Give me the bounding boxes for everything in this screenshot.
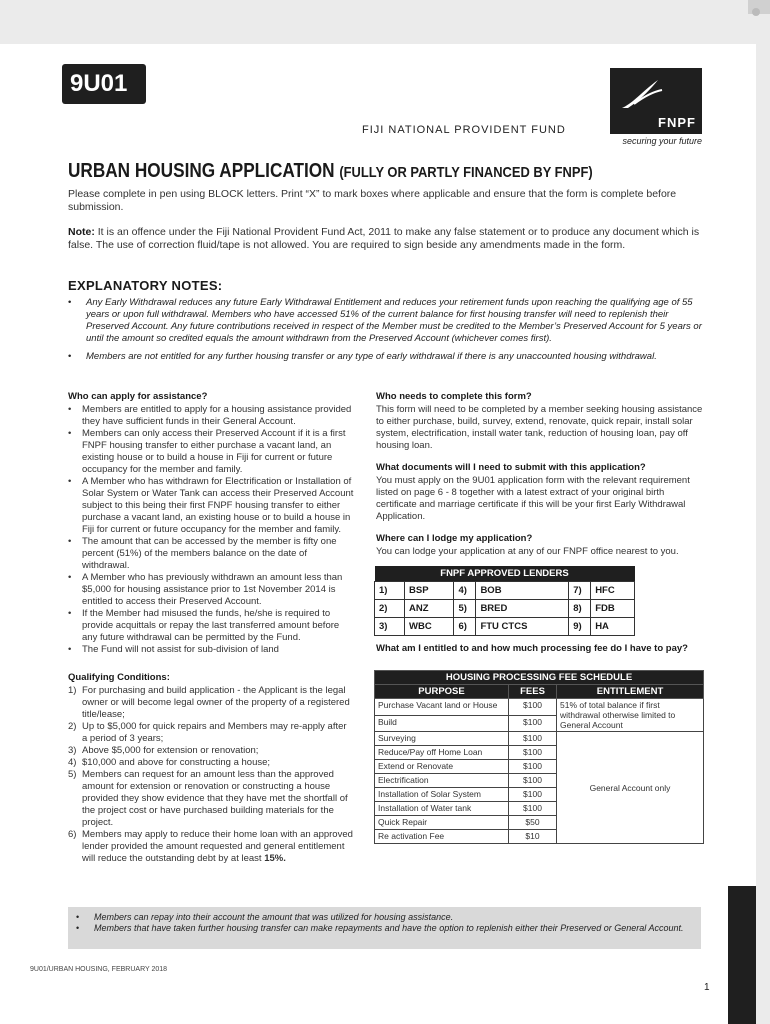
fund-name: FIJI NATIONAL PROVIDENT FUND: [362, 124, 566, 136]
table-row: Surveying $100 General Account only: [375, 732, 704, 746]
table-row: 1) BSP 4) BOB 7) HFC: [375, 581, 635, 599]
list-item: 6) Members may apply to reduce their home loan with an approved lender provided the amount requested and general entitlement will reduce the outstanding debt by at least 15%.: [68, 829, 353, 864]
page-corner-dot: [752, 8, 760, 16]
fnpf-logo: [610, 68, 702, 146]
lodge-text: You can lodge your application at any of our FNPF office nearest to you.: [376, 546, 679, 557]
list-item: • Members are entitled to apply for a housing assistance provided they have sufficient funds in their General Account.: [68, 404, 352, 427]
footer-text: 9U01/URBAN HOUSING, FEBRUARY 2018: [30, 966, 168, 973]
page-edge-tab: [728, 886, 756, 1024]
lenders-heading: FNPF APPROVED LENDERS: [375, 566, 635, 581]
list-item: • The amount that can be accessed by the member is fifty one percent (51%) of the members balance on the date of withdrawal.: [68, 536, 337, 571]
who-needs-heading: Who needs to complete this form?: [376, 391, 532, 402]
entitlement-first: 51% of total balance if first withdrawal otherwise limited to General Account: [557, 699, 704, 732]
who-needs-text: This form will need to be completed by a member seeking housing assistance to either purchase, build, survey, extend, renovate, quick repair, install solar system, electrification, install water tank, reduction of housing loan, pay off housing loan.: [376, 404, 703, 451]
table-row: Quick Repair $50: [375, 816, 704, 830]
note-label: Note:: [68, 226, 95, 238]
list-item: • A Member who has withdrawn for Electrification or Installation of Solar System or Water Tank can access their Preserved Account subject to this being their first FNPF housing transfer to either purchase a vacant land, an existing house or to build a house in Fiji for current or future occupancy for the member and family.: [68, 476, 354, 535]
page-number: 1: [704, 982, 710, 993]
list-item: 5) Members can request for an amount less than the approved amount for extension or renovation or constructing a house provided they show evidence that they have met the shortfall of the project cost or have purchased building materials for the project.: [68, 769, 348, 828]
list-item: • If the Member had misused the funds, he/she is required to provide acquittals or repay the last transferred amount before any future withdrawal can be permitted by the Fund.: [68, 608, 340, 643]
list-item: 2) Up to $5,000 for quick repairs and Members may re-apply after a period of 3 years;: [68, 721, 347, 744]
table-row: Purchase Vacant land or House $100 51% of total balance if first withdrawal otherwise limited to General Account: [375, 699, 704, 716]
list-item: • Members that have taken further housing transfer can make repayments and have the option to replenish either their Preserved or General Account.: [76, 923, 684, 933]
approved-lenders-table: [374, 566, 635, 636]
left-column: [68, 391, 354, 865]
table-row: Electrification $100: [375, 774, 704, 788]
list-item: • A Member who has previously withdrawn an amount less than $5,000 for housing assistance prior to 1st November 2014 is entitled to access their Preserved Account.: [68, 572, 343, 607]
qualifying-heading: Qualifying Conditions:: [68, 672, 170, 683]
title-sub: (FULLY OR PARTLY FINANCED BY FNPF): [339, 164, 593, 181]
col-fees: FEES: [509, 685, 557, 699]
bottom-notes-box: [68, 907, 701, 949]
table-row: Installation of Water tank $100: [375, 802, 704, 816]
table-row: 2) ANZ 5) BRED 8) FDB: [375, 599, 635, 617]
leaf-icon: [618, 74, 666, 114]
documents-text: You must apply on the 9U01 application form with the relevant requirement listed on page 6 - 8 together with a latest extract of your original birth certificate and marriage certificate if this will be your first Early Withdrawal Application.: [376, 475, 690, 522]
lodge-heading: Where can I lodge my application?: [376, 533, 533, 544]
fee-schedule-table: [374, 670, 704, 844]
list-item: • Members can only access their Preserved Account if it is a first FNPF housing transfer to either purchase a vacant land, an existing house or to build a house in Fiji for current or future occupancy for the member and family.: [68, 428, 346, 475]
list-item: • Members can repay into their account the amount that was utilized for housing assistance.: [76, 912, 454, 922]
table-row: Reduce/Pay off Home Loan $100: [375, 746, 704, 760]
table-row: Extend or Renovate $100: [375, 760, 704, 774]
fee-question: What am I entitled to and how much processing fee do I have to pay?: [376, 643, 688, 654]
logo-tagline: securing your future: [622, 136, 702, 146]
list-item: 4) $10,000 and above for constructing a house;: [68, 757, 271, 768]
table-row: Build $100: [375, 715, 704, 732]
logo-text: FNPF: [658, 115, 696, 130]
fee-schedule-heading: HOUSING PROCESSING FEE SCHEDULE: [375, 671, 704, 685]
col-purpose: PURPOSE: [375, 685, 509, 699]
who-can-apply-heading: Who can apply for assistance?: [68, 391, 208, 402]
explanatory-list: [68, 297, 704, 369]
title-main: URBAN HOUSING APPLICATION: [68, 160, 340, 182]
table-row: Installation of Solar System $100: [375, 788, 704, 802]
list-item: • Any Early Withdrawal reduces any future Early Withdrawal Entitlement and reduces your retirement funds upon reaching the qualifying age of 55 years or upon full withdrawal. Members who have accessed 51% of the current balance for first housing transfer will need to replenish their Preserved Account. Any future contributions received in respect of the Member must be credited to the Member’s Preserved Account for 5 years or until the amount so credited equals the amount withdrawn from the Preserved Account (whichever comes first).: [68, 297, 702, 344]
entitlement-general: General Account only: [557, 732, 704, 844]
bottom-notes-list: [76, 912, 696, 934]
col-entitlement: ENTITLEMENT: [557, 685, 704, 699]
documents-heading: What documents will I need to submit with this application?: [376, 462, 646, 473]
table-row: 3) WBC 6) FTU CTCS 9) HA: [375, 617, 635, 635]
form-code-badge: 9U01: [62, 64, 146, 104]
right-column: [376, 391, 706, 558]
intro-text: Please complete in pen using BLOCK letters. Print “X” to mark boxes where applicable and ensure that the form is complete before submission.: [68, 188, 677, 213]
explanatory-heading: EXPLANATORY NOTES:: [68, 278, 223, 293]
logo-box: [610, 68, 702, 134]
list-item: 3) Above $5,000 for extension or renovation;: [68, 745, 259, 756]
list-item: 1) For purchasing and build application - the Applicant is the legal owner or will become legal owner of the property of a registered title/lease;: [68, 685, 350, 720]
note-text: [68, 226, 704, 252]
list-item: • Members are not entitled for any further housing transfer or any type of early withdrawal if there is any unaccounted housing withdrawal.: [68, 351, 657, 362]
note-body: It is an offence under the Fiji National Provident Fund Act, 2011 to make any false statement or to produce any document which is false. The use of correction fluid/tape is not allowed. You are required to sign beside any amendments made in the form.: [68, 226, 700, 251]
table-row: Re activation Fee $10: [375, 830, 704, 844]
list-item: • The Fund will not assist for sub-division of land: [68, 644, 279, 655]
page-title: [68, 160, 593, 183]
